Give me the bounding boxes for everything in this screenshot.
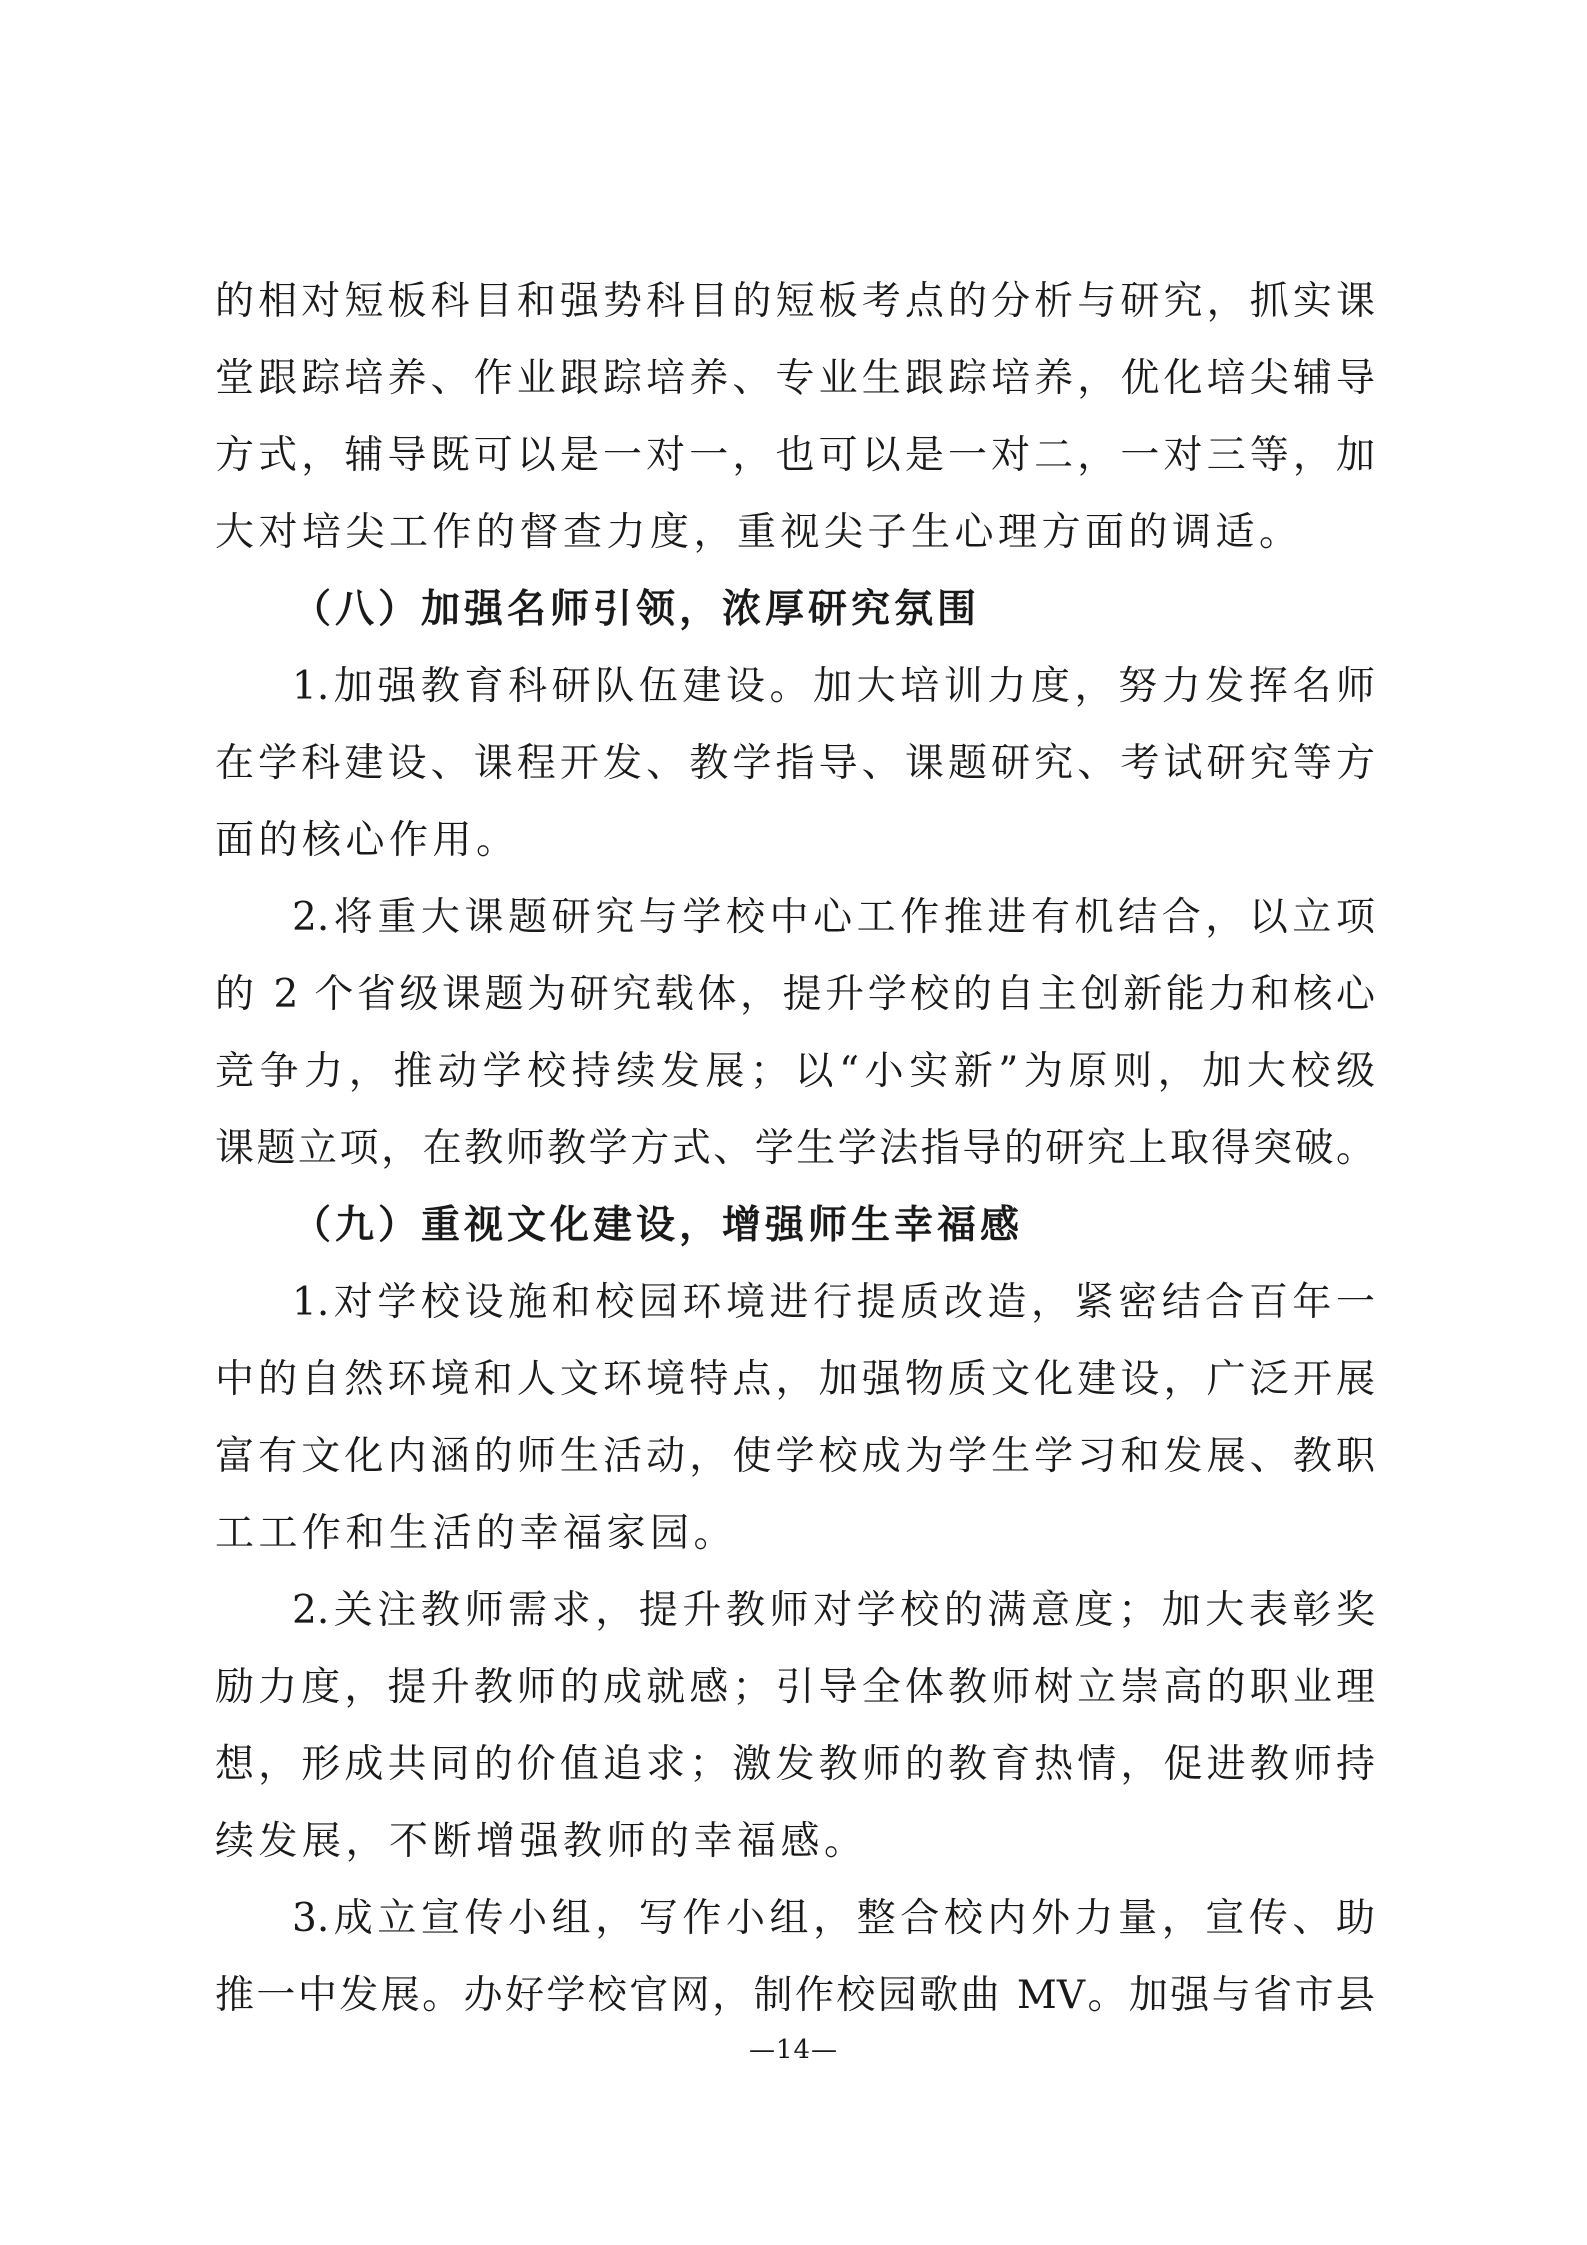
text-line: 2.将重大课题研究与学校中心工作推进有机结合，以立项	[292, 895, 1375, 940]
text-line: 堂跟踪培养、作业跟踪培养、专业生跟踪培养，优化培尖辅导	[215, 356, 1375, 401]
text-line: 想，形成共同的价值追求；激发教师的教育热情，促进教师持	[215, 1742, 1375, 1787]
text-line: 大对培尖工作的督查力度，重视尖子生心理方面的调适。	[215, 510, 1303, 555]
text-line: 的 2 个省级课题为研究载体，提升学校的自主创新能力和核心	[215, 972, 1375, 1017]
text-line: 推一中发展。办好学校官网，制作校园歌曲 MV。加强与省市县	[215, 1973, 1375, 2018]
text-line: 面的核心作用。	[215, 818, 520, 863]
text-line: 的相对短板科目和强势科目的短板考点的分析与研究，抓实课	[215, 279, 1375, 324]
section-heading: （九）重视文化建设，增强师生幸福感	[292, 1202, 1024, 1248]
text-line: 竞争力，推动学校持续发展；以“小实新”为原则，加大校级	[215, 1049, 1375, 1094]
text-line: 1.加强教育科研队伍建设。加大培训力度，努力发挥名师	[292, 664, 1375, 709]
text-line: 1.对学校设施和校园环境进行提质改造，紧密结合百年一	[292, 1280, 1375, 1325]
page-number: —14—	[748, 2035, 839, 2065]
text-line: 工工作和生活的幸福家园。	[215, 1511, 738, 1556]
text-line: 续发展，不断增强教师的幸福感。	[215, 1819, 868, 1864]
text-line: 励力度，提升教师的成就感；引导全体教师树立崇高的职业理	[215, 1665, 1375, 1710]
text-line: 中的自然环境和人文环境特点，加强物质文化建设，广泛开展	[215, 1357, 1375, 1402]
text-line: 在学科建设、课程开发、教学指导、课题研究、考试研究等方	[215, 741, 1375, 786]
text-line: 方式，辅导既可以是一对一，也可以是一对二，一对三等，加	[215, 433, 1375, 478]
text-line: 富有文化内涵的师生活动，使学校成为学生学习和发展、教职	[215, 1434, 1375, 1479]
text-line: 课题立项，在教师教学方式、学生学法指导的研究上取得突破。	[215, 1126, 1375, 1171]
section-heading: （八）加强名师引领，浓厚研究氛围	[292, 586, 981, 632]
text-line: 3.成立宣传小组，写作小组，整合校内外力量，宣传、助	[292, 1896, 1375, 1941]
text-line: 2.关注教师需求，提升教师对学校的满意度；加大表彰奖	[292, 1588, 1375, 1633]
